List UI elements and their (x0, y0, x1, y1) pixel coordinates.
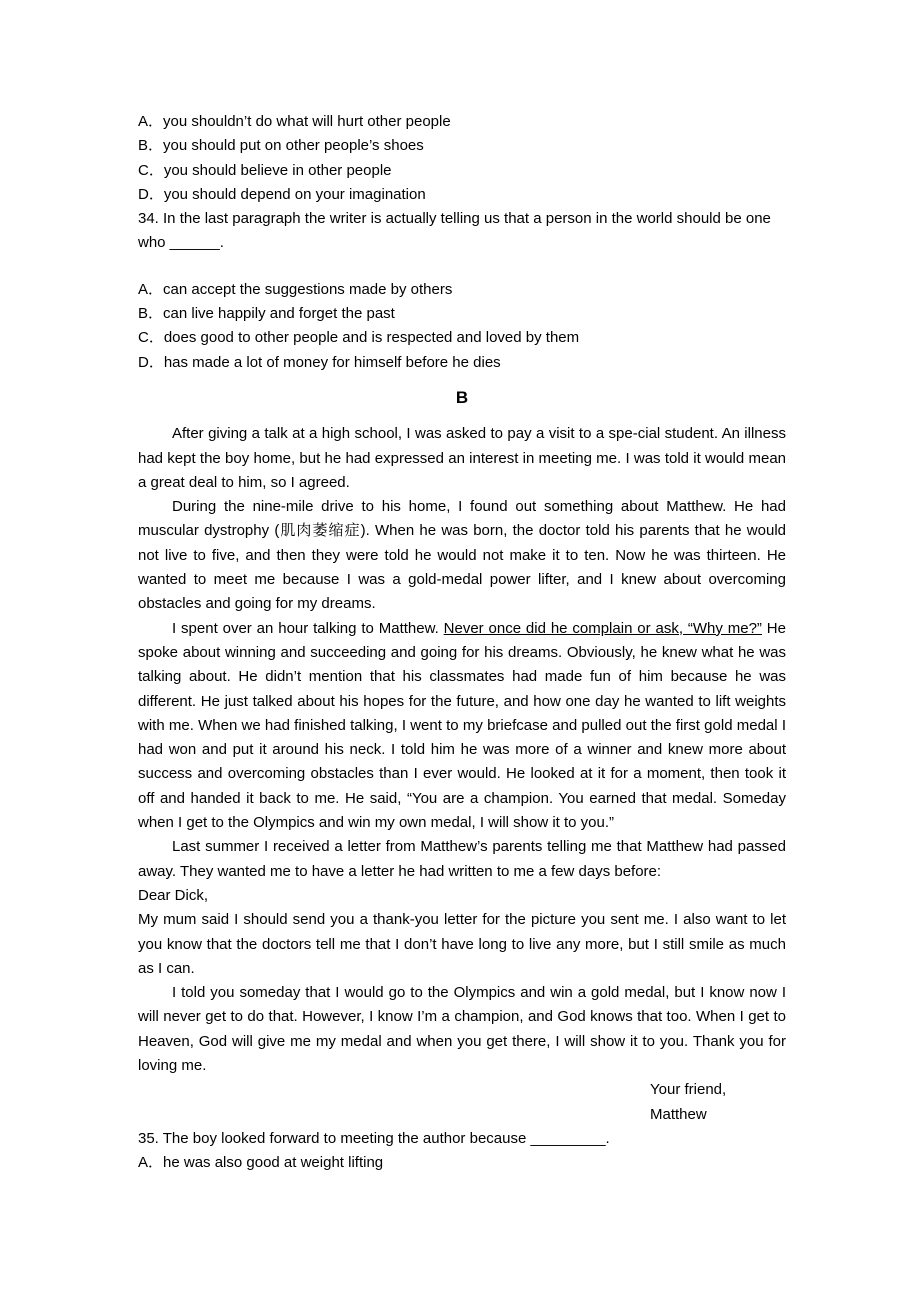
answer-option-line: A．you shouldn’t do what will hurt other people (138, 113, 451, 130)
passage-paragraph: My mum said I should send you a thank-you letter for the picture you sent me. I also want to let you know that the doctors tell me that I don’t have long to live any more, but I still smile as much as I can. (138, 911, 786, 977)
question-line: 35. The boy looked forward to meeting the author because _________. (138, 1129, 610, 1147)
passage-paragraph: After giving a talk at a high school, I was asked to pay a visit to a spe-cial student. An illness had kept the boy home, but he had expressed an interest in meeting me. I was told it would mean a great deal to him, so I agreed. (138, 425, 786, 491)
answer-option-line: A．he was also good at weight lifting (138, 1154, 384, 1172)
answer-option-line: D．you should depend on your imagination (138, 185, 426, 203)
signature-line: Matthew (650, 1105, 707, 1123)
answer-option-line: D．has made a lot of money for himself before he dies (138, 353, 501, 371)
question-line: 34. In the last paragraph the writer is actually telling us that a person in the world should be one who ______. (138, 210, 771, 252)
underlined-text: Never once did he complain or ask, “Why me?” (443, 619, 762, 637)
section-heading: B (455, 387, 469, 407)
answer-option-line: C．does good to other people and is respected and loved by them (138, 329, 580, 347)
passage-paragraph (138, 617, 786, 836)
answer-option-line: B．you should put on other people’s shoes (138, 137, 424, 155)
document-content (138, 110, 786, 1175)
passage-paragraph: Last summer I received a letter from Matthew’s parents telling me that Matthew had passed away. They wanted me to have a letter he had written to me a few days before: (138, 838, 786, 880)
answer-option-line: C．you should believe in other people (138, 161, 392, 179)
passage-text: He spoke about winning and succeeding and going for his dreams. Obviously, he knew what he was talking about. He didn’t mention that his classmates had made fun of him because he was different. He just talked about his hopes for the future, and how one day he wanted to lift weights with me. When we had finished talking, I went to my briefcase and pulled out the first gold medal I had won and put it around his neck. I told him he was more of a winner and knew more about success and overcoming obstacles than I ever would. He looked at it for a moment, then took it off and handed it back to me. He said, “You are a champion. You earned that medal. Someday when I get to the Olympics and win my own medal, I will show it to you.” (138, 619, 786, 832)
passage-paragraph: During the nine-mile drive to his home, I found out something about Matthew. He had muscular dystrophy (肌肉萎缩症). When he was born, the doctor told his parents that he would not live to five, and then they were told he would not make it to ten. Now he was thirteen. He wanted to meet me because I was a gold-medal power lifter, and I knew about overcoming obstacles and going for my dreams. (138, 498, 786, 613)
passage-paragraph: I told you someday that I would go to the Olympics and win a gold medal, but I know now I will never get to do that. However, I know I’m a champion, and God knows that too. When I get to Heaven, God will give me my medal and when you get there, I will show it to you. Thank you for loving me. (138, 984, 786, 1074)
answer-option-line: A．can accept the suggestions made by others (138, 280, 453, 298)
answer-option-line: B．can live happily and forget the past (138, 305, 395, 323)
signature-line: Your friend, (650, 1081, 727, 1099)
passage-text: I spent over an hour talking to Matthew. (172, 619, 444, 637)
letter-salutation-line: Dear Dick, (138, 886, 209, 904)
